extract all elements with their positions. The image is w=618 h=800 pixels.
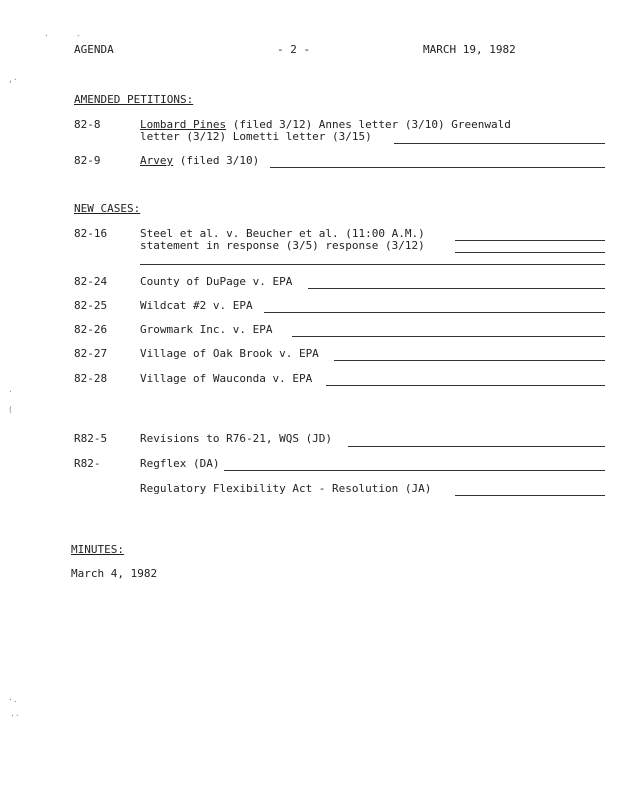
case-detail: Steel et al. v. Beucher et al. (11:00 A.M.) [140,227,425,240]
signature-line [455,495,605,496]
case-number: 82-8 [74,118,101,131]
regulatory-number: R82-5 [74,432,108,445]
signature-line [334,360,605,361]
minutes-heading: MINUTES: [71,543,124,556]
signature-line [292,336,605,337]
case-number: 82-9 [74,154,101,167]
signature-line [348,446,605,447]
signature-line [270,167,605,168]
case-name: Lombard Pines [140,118,227,131]
new-cases-heading: NEW CASES: [74,202,141,215]
scan-speck: · [44,31,49,40]
regulatory-detail: Regulatory Flexibility Act - Resolution (JA) [140,482,432,495]
scan-speck: . [8,385,13,394]
signature-line [326,385,605,386]
scan-speck: ,· [8,75,18,84]
header-date: MARCH 19, 1982 [423,43,516,56]
scan-speck: ·· [10,711,20,720]
scan-speck: ·. [8,695,18,704]
case-line [140,155,259,167]
scan-speck: ( [8,405,13,414]
signature-line [140,264,605,265]
case-detail: (filed 3/12) Annes letter (3/10) Greenwald [226,118,511,131]
header-page-number: - 2 - [277,43,311,56]
case-detail: Village of Wauconda v. EPA [140,372,313,385]
signature-line [264,312,605,313]
minutes-date: March 4, 1982 [71,567,158,580]
case-number: 82-28 [74,372,108,385]
signature-line [455,240,605,241]
case-name: Arvey [140,154,174,167]
case-detail-line2: letter (3/12) Lometti letter (3/15) [140,130,372,143]
case-detail: (filed 3/10) [173,154,260,167]
case-detail-line2: statement in response (3/5) response (3/12) [140,239,425,252]
case-number: 82-24 [74,275,108,288]
signature-line [224,470,605,471]
regulatory-detail: Revisions to R76-21, WQS (JD) [140,432,333,445]
regulatory-detail: Regflex (DA) [140,457,220,470]
regulatory-number: R82- [74,457,101,470]
signature-line [455,252,605,253]
case-detail: Wildcat #2 v. EPA [140,299,253,312]
amended-petitions-heading: AMENDED PETITIONS: [74,93,194,106]
signature-line [308,288,605,289]
case-number: 82-27 [74,347,108,360]
case-detail: County of DuPage v. EPA [140,275,293,288]
case-number: 82-25 [74,299,108,312]
case-number: 82-26 [74,323,108,336]
case-detail: Growmark Inc. v. EPA [140,323,273,336]
header-left: AGENDA [74,43,114,56]
scan-speck: - [76,31,81,40]
case-number: 82-16 [74,227,108,240]
signature-line [394,143,605,144]
case-detail: Village of Oak Brook v. EPA [140,347,319,360]
